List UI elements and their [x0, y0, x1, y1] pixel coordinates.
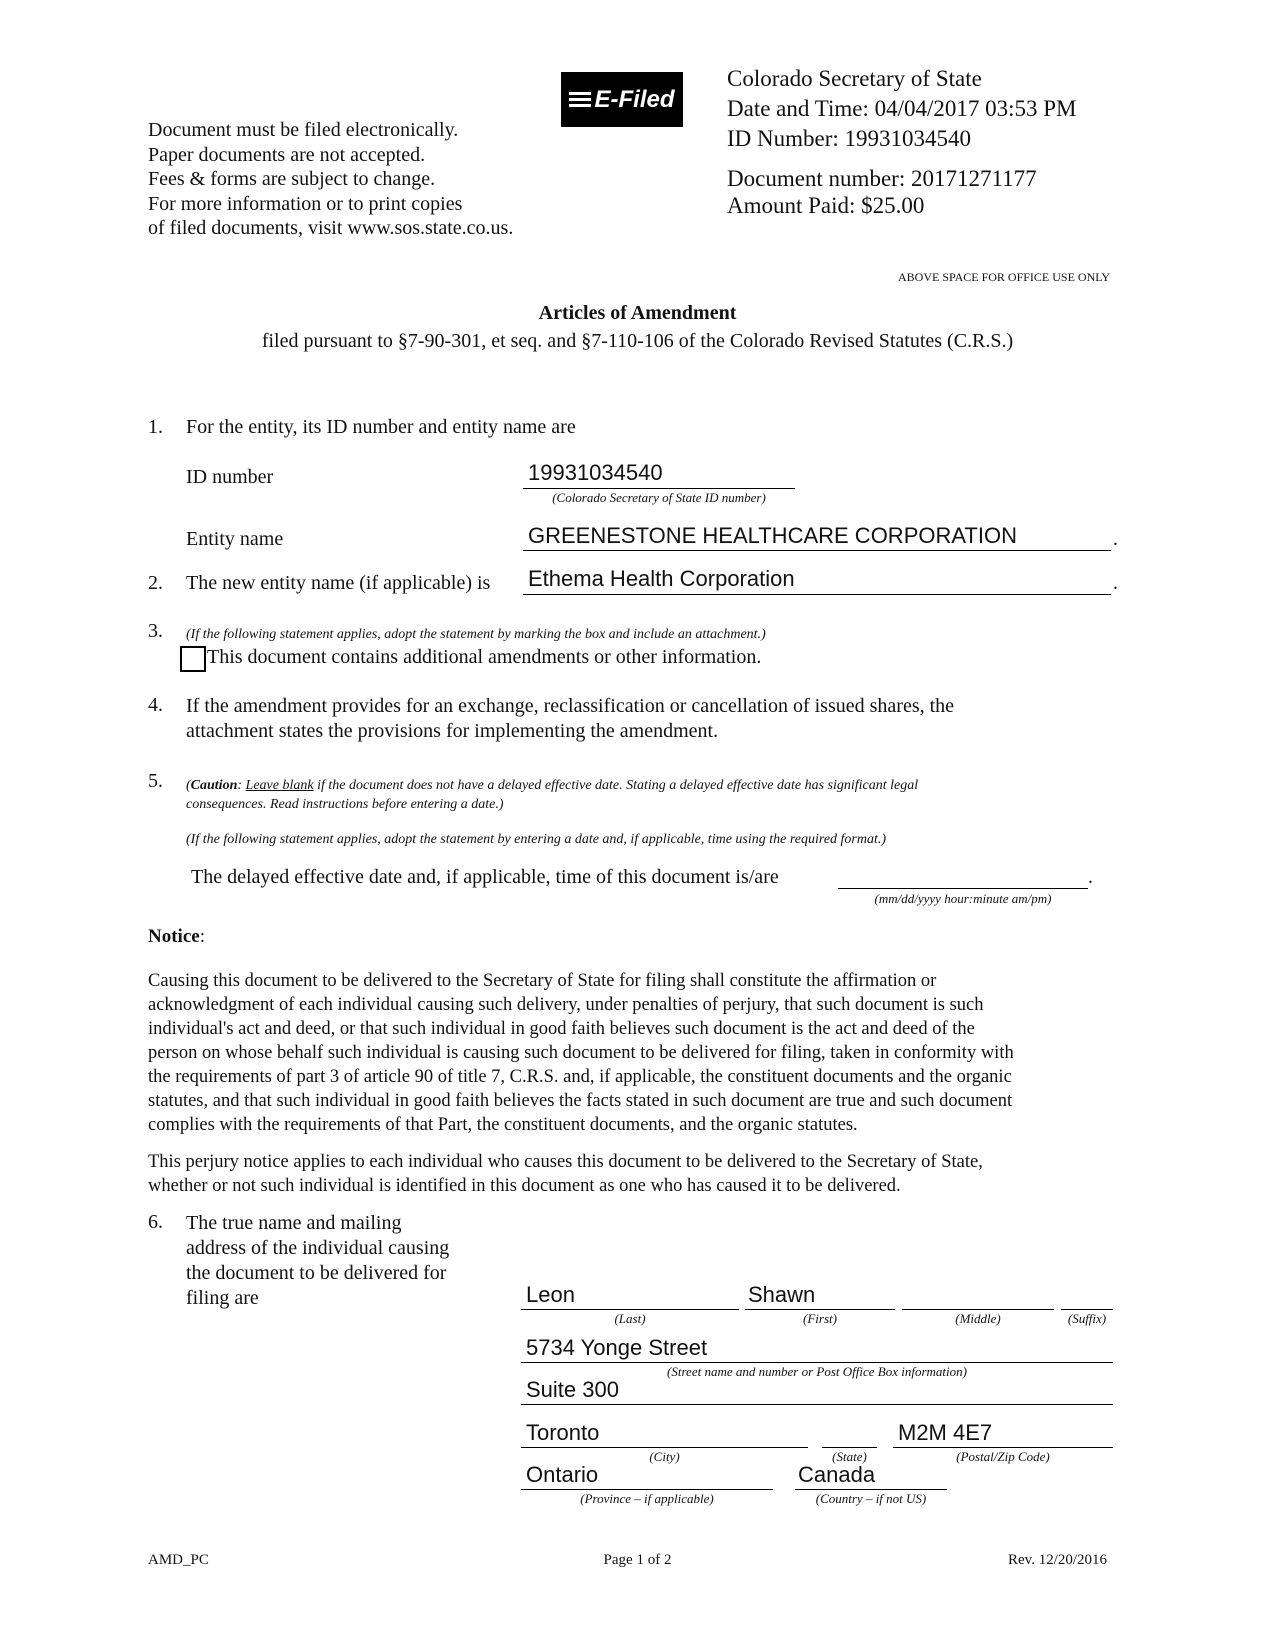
logo-text: E-Filed	[594, 85, 675, 113]
caution-colon: :	[237, 778, 246, 793]
item-number: 1.	[148, 416, 163, 438]
notice-line: This perjury notice applies to each individual who causes this document to be delivered to the Secretary of State,	[148, 1152, 983, 1172]
street-underline	[521, 1362, 1113, 1363]
document-title: Articles of Amendment	[538, 302, 737, 324]
delayed-date-underline	[838, 888, 1088, 889]
street-value: 5734 Yonge Street	[526, 1335, 708, 1360]
notice-line: person on whose behalf such individual is causing such document to be delivered for filing, taken in conformity with	[148, 1043, 1014, 1063]
entity-name-label: Entity name	[186, 528, 284, 550]
notice-heading	[148, 926, 205, 948]
item2-text: The new entity name (if applicable) is	[186, 572, 491, 594]
id-number-value: 19931034540	[528, 460, 663, 485]
footer-form-code: AMD_PC	[148, 1552, 209, 1568]
additional-amendments-checkbox[interactable]	[180, 646, 206, 672]
item6-label	[186, 1211, 449, 1311]
item6-label-line: address of the individual causing	[186, 1237, 450, 1259]
item4-text	[186, 694, 954, 744]
notice-line: Causing this document to be delivered to the Secretary of State for filing shall constitute the affirmation or	[148, 971, 937, 991]
province-value: Ontario	[526, 1462, 599, 1487]
office-line: Colorado Secretary of State	[727, 66, 982, 91]
last-name-underline	[521, 1309, 739, 1310]
street-caption: (Street name and number or Post Office Box information)	[667, 1364, 967, 1379]
entity-name-period: .	[1113, 528, 1118, 550]
province-caption: (Province – if applicable)	[580, 1491, 714, 1506]
city-underline	[521, 1447, 808, 1448]
item1-text: For the entity, its ID number and entity name are	[186, 416, 576, 438]
street2-value: Suite 300	[526, 1377, 619, 1402]
notice-line: For more information or to print copies	[148, 192, 463, 215]
footer-revision: Rev. 12/20/2016	[1008, 1552, 1108, 1568]
city-value: Toronto	[526, 1420, 600, 1445]
new-entity-name-value: Ethema Health Corporation	[528, 566, 795, 591]
footer-page-number: Page 1 of 2	[603, 1552, 672, 1568]
notice-line: individual's act and deed, or that such individual in good faith believes such document is the act and deed of the	[148, 1019, 975, 1039]
id-number-label: ID number	[186, 466, 274, 488]
item-number: 3.	[148, 620, 163, 642]
state-caption: (State)	[832, 1449, 867, 1464]
item-number: 5.	[148, 770, 163, 792]
delayed-date-caption: (mm/dd/yyyy hour:minute am/pm)	[874, 891, 1052, 906]
office-line: ID Number: 19931034540	[727, 126, 972, 151]
notice-paragraph-1	[148, 969, 1014, 1137]
item3-instruction: (If the following statement applies, adopt the statement by marking the box and include an attachment.)	[186, 627, 766, 642]
notice-line: Paper documents are not accepted.	[148, 143, 426, 166]
office-line: Amount Paid: $25.00	[727, 193, 925, 218]
item4-line: If the amendment provides for an exchange, reclassification or cancellation of issued shares, the	[186, 695, 955, 717]
notice-line: Document must be filed electronically.	[148, 119, 459, 141]
item6-label-line: filing are	[186, 1287, 259, 1309]
last-name-caption: (Last)	[614, 1311, 646, 1326]
country-value: Canada	[798, 1462, 876, 1487]
notice-line: the requirements of part 3 of article 90 of title 7, C.R.S. and, if applicable, the constituent documents and the organic	[148, 1067, 1012, 1087]
caution-rest: if the document does not have a delayed effective date. Stating a delayed effective date has significant legal	[313, 778, 919, 793]
delayed-date-period: .	[1088, 866, 1093, 888]
item-number: 4.	[148, 694, 163, 716]
item3-statement: This document contains additional amendments or other information.	[207, 646, 762, 668]
postal-underline	[893, 1447, 1113, 1448]
postal-caption: (Postal/Zip Code)	[956, 1449, 1050, 1464]
office-use-block	[727, 64, 1077, 221]
item5-statement: The delayed effective date and, if applicable, time of this document is/are	[191, 866, 779, 888]
notice-line: statutes, and that such individual in good faith believes the facts stated in such document are true and such document	[148, 1091, 1013, 1111]
entity-name-value: GREENESTONE HEALTHCARE CORPORATION	[528, 523, 1017, 548]
notice-heading-word: Notice	[148, 926, 200, 947]
state-underline	[822, 1447, 877, 1448]
id-number-caption: (Colorado Secretary of State ID number)	[552, 490, 766, 505]
document-subtitle: filed pursuant to §7-90-301, et seq. and §7-110-106 of the Colorado Revised Statutes (C.R.S.)	[261, 330, 1014, 352]
office-use-label: ABOVE SPACE FOR OFFICE USE ONLY	[898, 270, 1111, 284]
notice-line: complies with the requirements of that Part, the constituent documents, and the organic statutes.	[148, 1115, 858, 1135]
first-name-value: Shawn	[748, 1282, 816, 1307]
entity-name-underline	[523, 550, 1111, 551]
caution-word: Caution	[190, 778, 238, 793]
item6-label-line: the document to be delivered for	[186, 1262, 447, 1284]
office-line: Document number: 20171271177	[727, 166, 1037, 191]
notice-heading-colon: :	[199, 926, 205, 947]
suffix-caption: (Suffix)	[1067, 1311, 1107, 1326]
city-caption: (City)	[649, 1449, 680, 1464]
middle-name-caption: (Middle)	[955, 1311, 1001, 1326]
street2-underline	[521, 1404, 1113, 1405]
e-filed-logo	[561, 72, 683, 127]
item-number: 6.	[148, 1211, 163, 1233]
new-entity-name-underline	[523, 594, 1111, 595]
office-line: Date and Time: 04/04/2017 03:53 PM	[727, 96, 1077, 121]
filing-notice	[148, 118, 513, 241]
item4-line: attachment states the provisions for implementing the amendment.	[186, 720, 719, 742]
item5-instruction: (If the following statement applies, adopt the statement by entering a date and, if applicable, time using the required format.)	[186, 832, 887, 847]
notice-line: of filed documents, visit www.sos.state.co.us.	[148, 217, 514, 239]
leave-blank-text: Leave blank	[245, 778, 314, 793]
notice-line: acknowledgment of each individual causing such delivery, under penalties of perjury, that such document is such	[148, 995, 984, 1015]
first-name-underline	[745, 1309, 895, 1310]
caution-open: (	[186, 778, 191, 793]
item5-caution	[186, 776, 918, 814]
id-number-underline	[523, 488, 795, 489]
notice-paragraph-2	[148, 1150, 983, 1198]
province-underline	[521, 1489, 773, 1490]
middle-name-underline	[902, 1309, 1054, 1310]
notice-line: Fees & forms are subject to change.	[148, 168, 436, 190]
item-number: 2.	[148, 572, 163, 594]
postal-value: M2M 4E7	[898, 1420, 993, 1445]
caution-line2: consequences. Read instructions before entering a date.)	[186, 797, 504, 812]
first-name-caption: (First)	[803, 1311, 837, 1326]
item6-label-line: The true name and mailing	[186, 1212, 402, 1234]
country-underline	[795, 1489, 947, 1490]
suffix-underline	[1061, 1309, 1113, 1310]
notice-line: whether or not such individual is identified in this document as one who has caused it to be delivered.	[148, 1176, 901, 1196]
last-name-value: Leon	[526, 1282, 575, 1307]
logo-bars-icon	[569, 92, 591, 108]
country-caption: (Country – if not US)	[815, 1491, 927, 1506]
new-entity-name-period: .	[1113, 572, 1118, 594]
